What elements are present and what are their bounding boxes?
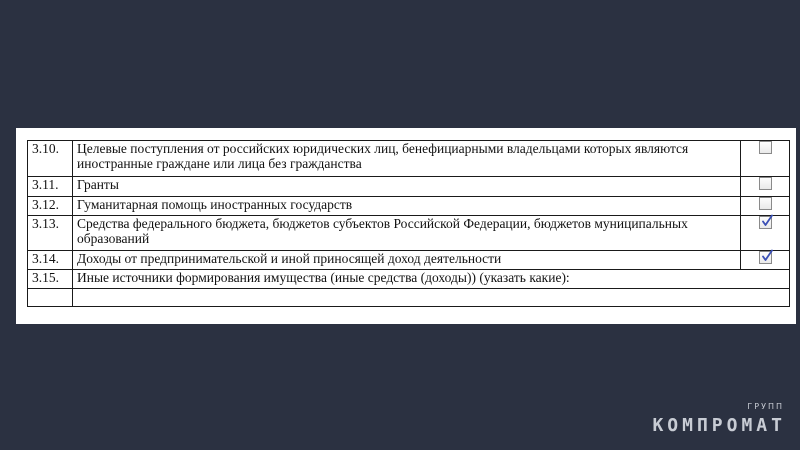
checkbox-unchecked[interactable] [759,141,772,154]
row-number: 3.12. [28,197,73,216]
checkmark-icon [760,249,774,263]
row-number: 3.10. [28,141,73,177]
table-row [28,289,790,307]
row-description: Гуманитарная помощь иностранных государств [73,197,741,216]
table-row [28,270,790,289]
table-row [28,197,790,216]
row-description: Иные источники формирования имущества (иные средства (доходы)) (указать какие): [73,270,790,289]
row-number: 3.14. [28,251,73,270]
row-number [28,289,73,307]
checkbox-unchecked[interactable] [759,177,772,190]
table-row [28,216,790,251]
checkbox-cell [741,197,790,216]
form-document [16,128,796,324]
table-row [28,251,790,270]
row-description: Средства федерального бюджета, бюджетов субъектов Российской Федерации, бюджетов муниципальных образований [73,216,741,251]
checkbox-cell [741,141,790,177]
checkbox-checked[interactable] [759,251,772,264]
checkbox-cell [741,251,790,270]
checkbox-cell [741,216,790,251]
checkbox-checked[interactable] [759,216,772,229]
funding-sources-table [27,140,790,307]
row-number: 3.15. [28,270,73,289]
row-number: 3.11. [28,177,73,197]
checkmark-icon [760,214,774,228]
watermark-sub: ГРУПП [747,402,784,411]
kompromat-watermark-logo [636,402,786,436]
row-number: 3.13. [28,216,73,251]
table-row [28,177,790,197]
checkbox-cell [741,177,790,197]
row-description: Гранты [73,177,741,197]
row-answer-field[interactable] [73,289,790,307]
row-description: Целевые поступления от российских юридических лиц, бенефициарными владельцами которых являются иностранные граждане или лица без гражданства [73,141,741,177]
table-row [28,141,790,177]
watermark-main: КОМПРОМАТ [652,415,786,436]
row-description: Доходы от предпринимательской и иной приносящей доход деятельности [73,251,741,270]
checkbox-unchecked[interactable] [759,197,772,210]
